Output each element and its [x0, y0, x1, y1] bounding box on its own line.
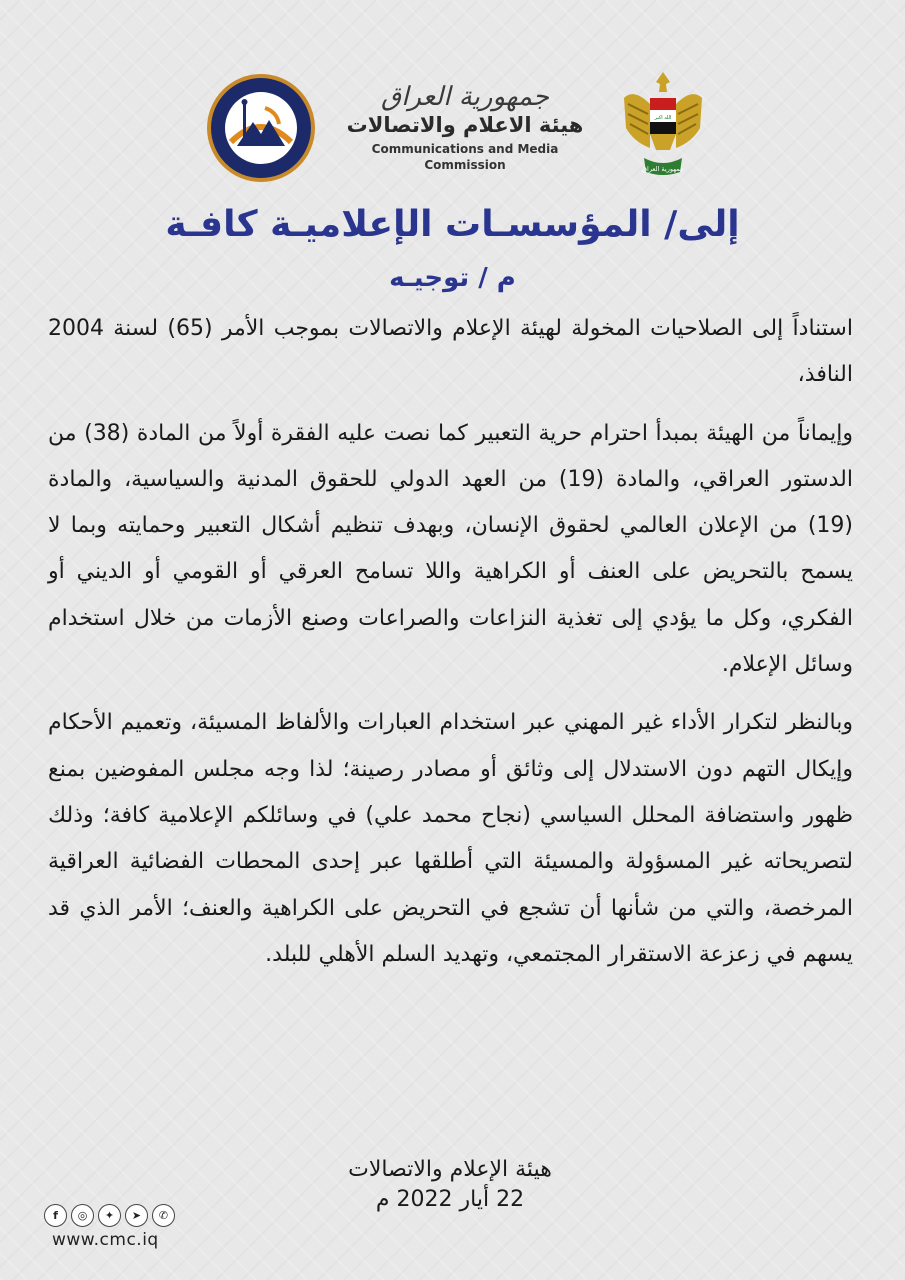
body-paragraph-2: وإيماناً من الهيئة بمبدأ احترام حرية التعبير كما نصت عليه الفقرة أولاً من المادة (38) من الدستور العراقي، والمادة (19) من العهد الدولي للحقوق المدنية والسياسية، والمادة (19) من الإعلان العالمي لحقوق الإنسان، وبهدف تنظيم أشكال التعبير وحمايته وبما لا يسمح بالتحريض على العنف أو الكراهية واللا تسامح العرقي أو القومي أو الديني أو الفكري، وكل ما يؤدي إلى تغذية النزاعات والصراعات وصنع الأزمات من خلال استخدام وسائل الإعلام. — [48, 420, 853, 678]
instagram-icon[interactable]: ◎ — [71, 1204, 94, 1227]
body-paragraph-3: وبالنظر لتكرار الأداء غير المهني عبر استخدام العبارات والألفاظ المسيئة، وتعميم الأحكام وإيكال التهم دون الاستدلال إلى وثائق أو مصادر رصينة؛ لذا وجه مجلس المفوضين بمنع ظهور واستضافة المحلل السياسي (نجاح محمد علي) في وسائلكم الإعلامية كافة؛ وذلك لتصريحاته غير المسؤولة والمسيئة التي أطلقها عبر إحدى المحطات الفضائية العراقية المرخصة، والتي من شأنها أن تشجع في التحريض على الكراهية والعنف؛ الأمر الذي قد يسهم في زعزعة الاستقرار المجتمعي، وتهديد السلم الأهلي للبلد. — [48, 710, 853, 967]
body-paragraph-1: استناداً إلى الصلاحيات المخولة لهيئة الإعلام والاتصالات بموجب الأمر (65) لسنة 2004 النافذ، — [48, 316, 853, 388]
republic-calligraphy: جمهورية العراق — [381, 82, 549, 112]
header-title-block — [330, 82, 600, 173]
signature-block — [250, 1155, 650, 1215]
letter-date: 22 أيار 2022 م — [375, 1187, 525, 1212]
facebook-icon[interactable]: f — [44, 1204, 67, 1227]
commission-name-english: Communications and Media Commission — [371, 142, 559, 172]
signatory-name: هيئة الإعلام والاتصالات — [348, 1157, 552, 1182]
letter-body — [48, 306, 853, 990]
emblem-motto: الله اكبر — [654, 115, 672, 121]
commission-name-arabic: هيئة الاعلام والاتصالات — [346, 113, 584, 137]
iraq-emblem-icon — [620, 68, 706, 184]
telegram-icon[interactable]: ➤ — [125, 1204, 148, 1227]
twitter-icon[interactable]: ✦ — [98, 1204, 121, 1227]
emblem-banner-text: جمهورية العراق — [642, 165, 684, 173]
cmc-logo — [205, 72, 317, 184]
recipient-heading: إلى/ المؤسسـات الإعلاميـة كافـة — [165, 204, 740, 245]
subject-heading: م / توجيـه — [389, 263, 516, 293]
website-link[interactable]: www.cmc.iq — [52, 1230, 159, 1250]
viber-icon[interactable]: ✆ — [152, 1204, 175, 1227]
social-icons — [44, 1204, 175, 1227]
